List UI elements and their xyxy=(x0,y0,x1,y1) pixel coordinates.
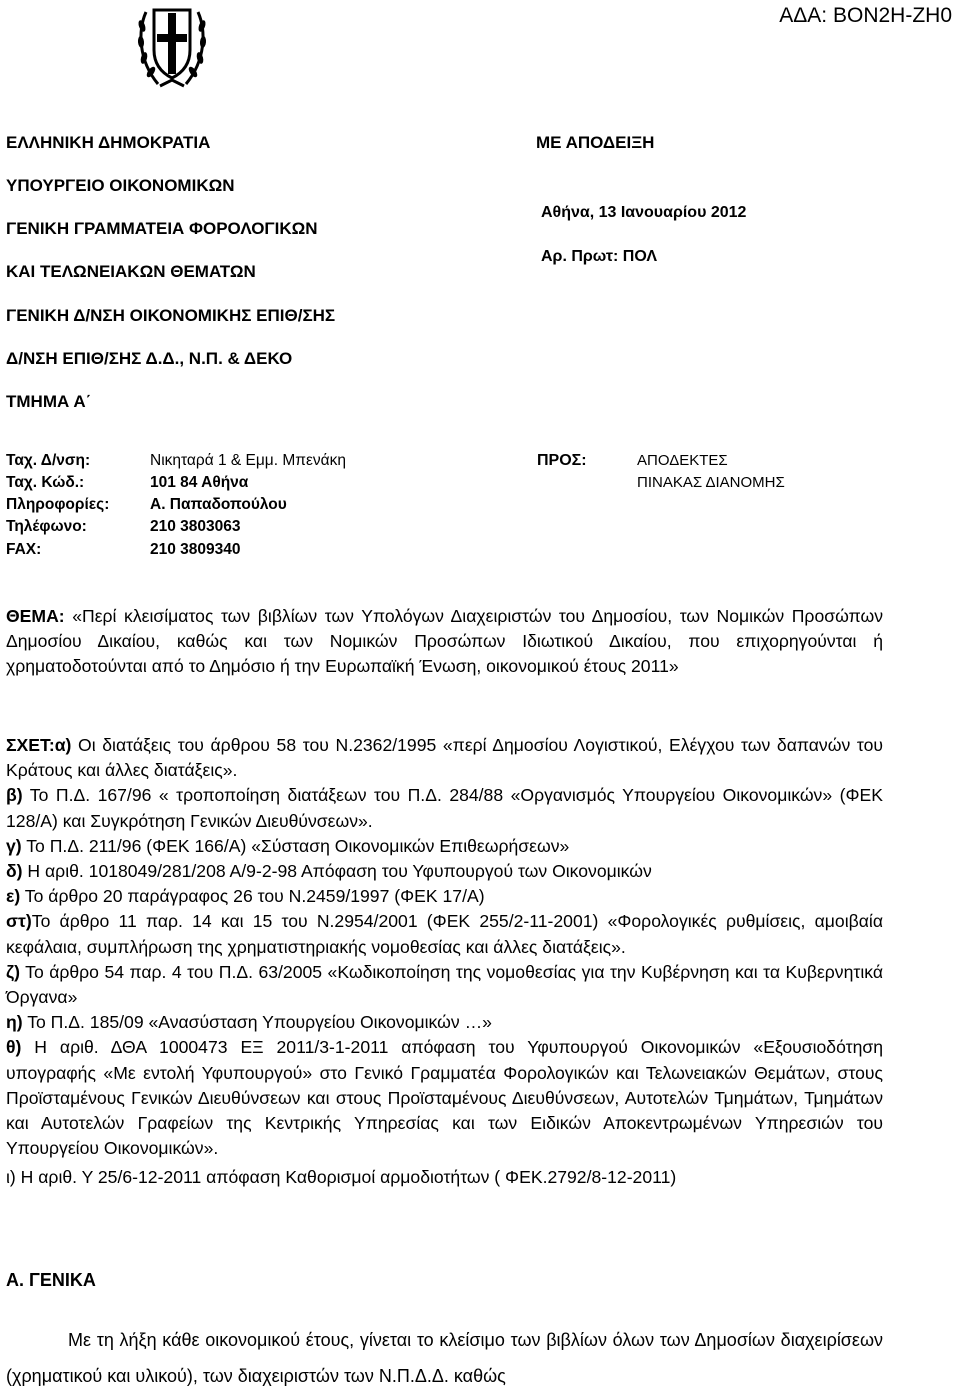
contact-value: Νικηταρά 1 & Εμμ. Μπενάκη xyxy=(150,452,346,469)
reference-text: Το άρθρο 11 παρ. 14 και 15 του Ν.2954/2001 (ΦΕΚ 255/2-11-2001) «Φορολογικές ρυθμίσεις, αμοιβαία κεφάλαια, συμπλήρωση της χρηματιστηριακής νομοθεσίας και άλλες διατάξεις». xyxy=(6,911,883,957)
reference-label: δ) xyxy=(6,861,23,882)
reference-label: ι) xyxy=(6,1167,16,1188)
header-line: ΥΠΟΥΡΓΕΙΟ ΟΙΚΟΝΟΜΙΚΩΝ xyxy=(6,176,235,195)
recipient-line: ΠΙΝΑΚΑΣ ΔΙΑΝΟΜΗΣ xyxy=(637,474,785,491)
header-line: ΚΑΙ ΤΕΛΩΝΕΙΑΚΩΝ ΘΕΜΑΤΩΝ xyxy=(6,262,256,281)
header-line: ΓΕΝΙΚΗ Δ/ΝΣΗ ΟΙΚΟΝΟΜΙΚΗΣ ΕΠΙΘ/ΣΗΣ xyxy=(6,306,336,325)
protocol-number: Αρ. Πρωτ: ΠΟΛ xyxy=(541,248,658,265)
contact-label: Τηλέφωνο: xyxy=(6,518,87,535)
contact-label: Ταχ. Κώδ.: xyxy=(6,474,85,491)
reference-item xyxy=(6,783,883,833)
reference-item xyxy=(6,1010,883,1035)
recipient-line: ΑΠΟΔΕΚΤΕΣ xyxy=(637,452,728,469)
reference-text: Το άρθρο 20 παράγραφος 26 του Ν.2459/1997 (ΦΕΚ 17/Α) xyxy=(24,886,485,907)
reference-item xyxy=(6,884,883,909)
delivery-note: ΜΕ ΑΠΟΔΕΙΞΗ xyxy=(536,133,655,152)
reference-label: η) xyxy=(6,1012,23,1033)
reference-label: ζ) xyxy=(6,961,20,982)
subject-label: ΘΕΜΑ: xyxy=(6,606,65,626)
reference-label: θ) xyxy=(6,1037,22,1058)
greek-emblem-icon xyxy=(136,0,208,92)
header-line: Δ/ΝΣΗ ΕΠΙΘ/ΣΗΣ Δ.Δ., Ν.Π. & ΔΕΚΟ xyxy=(6,349,293,368)
reference-text: Το Π.Δ. 211/96 (ΦΕΚ 166/Α) «Σύσταση Οικονομικών Επιθεωρήσεων» xyxy=(26,835,570,856)
reference-label: β) xyxy=(6,785,23,806)
contact-value: 101 84 Αθήνα xyxy=(150,474,249,491)
recipient-label: ΠΡΟΣ: xyxy=(537,452,587,469)
reference-text: Η αριθ. 1018049/281/208 Α/9-2-98 Απόφαση του Υφυπουργού των Οικονομικών xyxy=(27,861,652,882)
contact-label: Πληροφορίες: xyxy=(6,496,110,513)
header-line: ΤΜΗΜΑ Α΄ xyxy=(6,392,92,411)
reference-text: Το Π.Δ. 167/96 « τροποποίηση διατάξεων του Π.Δ. 284/88 «Οργανισμός Υπουργείου Οικονομικών» (ΦΕΚ 128/Α) και Συγκρότηση Γενικών Διευθύνσεων». xyxy=(6,785,883,831)
subject-text: «Περί κλεισίματος των βιβλίων των Υπολόγων Διαχειριστών του Δημοσίου, των Νομικών Προσώπων Δημοσίου Δικαίου, καθώς και των Νομικών Προσώπων Ιδιωτικού Δικαίου, που επιχορηγούνται ή χρηματοδοτούνται από το Δημόσιο ή την Ευρωπαϊκή Ένωση, οικονομικού έτους 2011» xyxy=(6,606,883,677)
reference-text: Το Π.Δ. 185/09 «Ανασύσταση Υπουργείου Οικονομικών …» xyxy=(27,1012,492,1033)
header-line: ΓΕΝΙΚΗ ΓΡΑΜΜΑΤΕΙΑ ΦΟΡΟΛΟΓΙΚΩΝ xyxy=(6,219,318,238)
reference-text: Το άρθρο 54 παρ. 4 του Π.Δ. 63/2005 «Κωδικοποίηση της νομοθεσίας για την Κυβέρνηση και τα Κυβερνητικά Όργανα» xyxy=(6,961,884,1008)
contact-value: 210 3809340 xyxy=(150,541,241,558)
header-line: ΕΛΛΗΝΙΚΗ ΔΗΜΟΚΡΑΤΙΑ xyxy=(6,133,211,152)
document-date: Αθήνα, 13 Ιανουαρίου 2012 xyxy=(541,204,747,221)
section-title: Α. ΓΕΝΙΚΑ xyxy=(6,1270,96,1290)
subject-block xyxy=(6,604,883,680)
contact-label: FAX: xyxy=(6,541,42,558)
reference-text: Η αριθ. ΔΘΑ 1000473 ΕΞ 2011/3-1-2011 απόφαση του Υφυπουργού Οικονομικών «Εξουσιοδότηση υπογραφής «Με εντολή Υφυπουργού» στο Γενικό Γραμματέα Φορολογικών και Τελωνειακών Θεμάτων, στους Προϊσταμένους Γενικών Διευθύνσεων και στους Προϊσταμένους Διευθύνσεων, Αυτοτελών Τμημάτων, Τμημάτων και Αυτοτελών Γραφείων της Κεντρικής Υπηρεσίας και των Ειδικών Αποκεντρωμένων Υπηρεσιών του Υπουργείου Οικονομικών». xyxy=(6,1037,883,1159)
reference-item xyxy=(6,960,883,1010)
contact-value: Α. Παπαδοπούλου xyxy=(150,496,287,513)
reference-item xyxy=(6,1165,883,1190)
reference-label: στ) xyxy=(6,911,32,932)
reference-item xyxy=(6,909,883,959)
contact-value: 210 3803063 xyxy=(150,518,241,535)
body-paragraph: Με τη λήξη κάθε οικονομικού έτους, γίνεται το κλείσιμο των βιβλίων όλων των Δημοσίων διαχειρίσεων (χρηματικού και υλικού), των διαχειριστών των Ν.Π.Δ.Δ. καθώς xyxy=(6,1330,883,1386)
reference-text: Οι διατάξεις του άρθρου 58 του Ν.2362/1995 «περί Δημοσίου Λογιστικού, Ελέγχου των δαπανών του Κράτους και άλλες διατάξεις». xyxy=(6,735,884,781)
reference-text: Η αριθ. Υ 25/6-12-2011 απόφαση Καθορισμοί αρμοδιοτήτων ( ΦΕΚ.2792/8-12-2011) xyxy=(20,1167,677,1188)
reference-item xyxy=(6,733,883,783)
reference-label: ΣΧΕΤ:α) xyxy=(6,735,72,755)
references-block xyxy=(6,733,883,1191)
reference-label: ε) xyxy=(6,886,21,907)
ada-code: ΑΔΑ: ΒΟΝ2Η-ΖΗ0 xyxy=(779,4,952,27)
reference-item xyxy=(6,834,883,859)
reference-label: γ) xyxy=(6,835,22,856)
contact-label: Ταχ. Δ/νση: xyxy=(6,452,91,469)
reference-item xyxy=(6,859,883,884)
reference-item xyxy=(6,1035,883,1161)
